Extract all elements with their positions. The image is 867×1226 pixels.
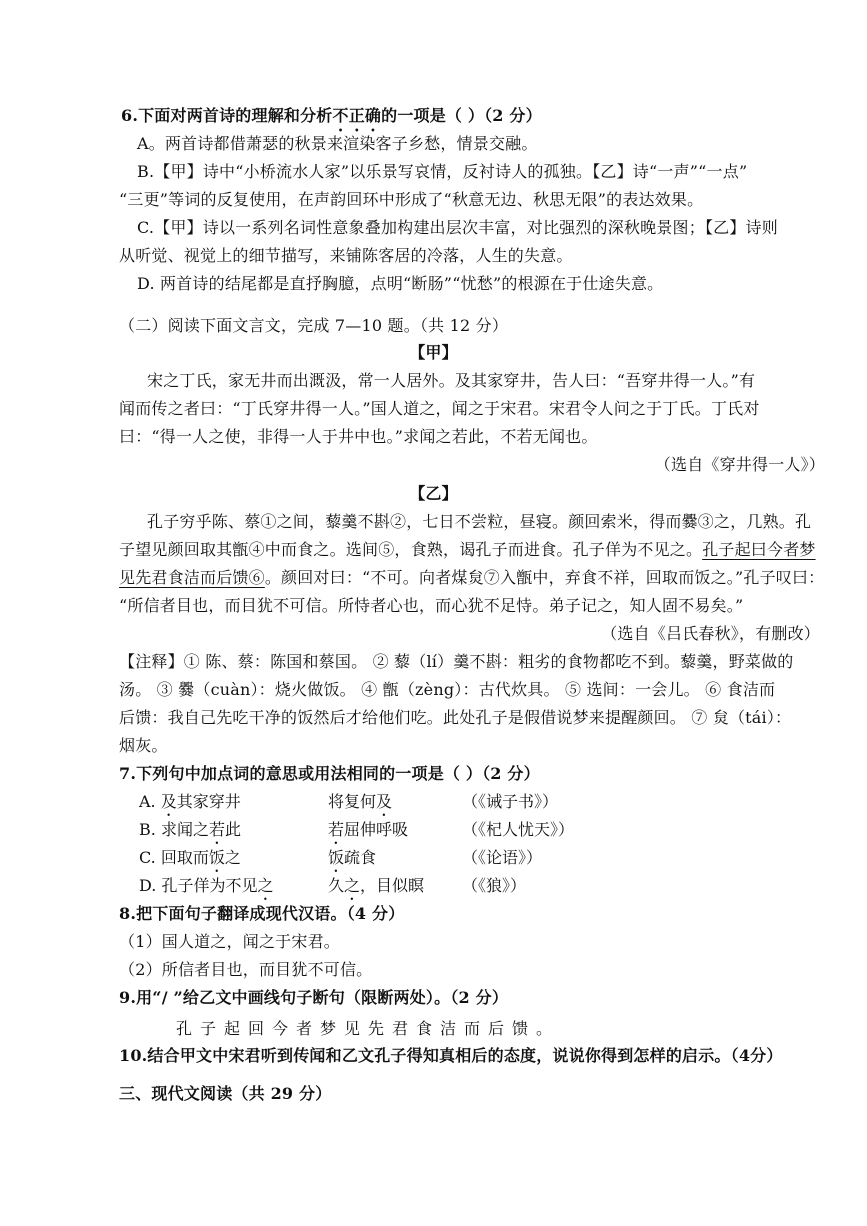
q6-option-a: A。两首诗都借萧瑟的秋景来渲染客子乡愁，情景交融。 [137,134,538,153]
yi-title: 【乙】 [409,484,458,503]
q7-stem: 7.下列句中加点词的意思或用法相同的一项是（ ）（2 分） [119,764,540,783]
q7-a-phrase1 [139,792,241,820]
notes-line1: 【注释】① 陈、蔡：陈国和蔡国。 ② 藜（lí）羹不斟：粗劣的食物都吃不到。藜羹，野菜做的 [119,652,794,671]
notes-line4: 烟灰。 [119,736,168,755]
yi-line2-text: 子望见颜回取其甑④中而食之。选间⑤，食熟，谒孔子而进食。孔子佯为不见之。 [119,540,703,559]
jia-title: 【甲】 [409,343,458,362]
yi-underlined-part2: 见先君食洁而后馈⑥ [119,568,265,587]
notes-line3: 后馈：我自己先吃干净的饭然后才给他们吃。此处孔子是假借说梦来提醒颜回。 ⑦ 炱（tái）： [119,708,792,727]
q6-option-c-line2: 从听觉、视觉上的细节描写，来铺陈客居的冷落，人生的失意。 [119,246,573,265]
q7-a-p2dot: 及 [376,792,393,811]
q7-c-label: C. [139,848,161,867]
q10-stem: 10.结合甲文中宋君听到传闻和乙文孔子得知真相后的态度，说说你得到怎样的启示。（4分） [119,1046,783,1065]
q7-a-p2pre: 将复何 [328,792,377,811]
yi-line1: 孔子穷乎陈、蔡①之间，藜羹不斟②，七日不尝粒，昼寝。颜回索米，得而爨③之，几熟。孔 [147,512,812,531]
q7-b-p2dot: 若 [328,820,345,839]
section3-heading: 三、现代文阅读（共 29 分） [119,1084,332,1103]
q7-c-p2dot: 饭 [328,848,345,867]
q6-stem-emphasis: 不正确 [332,106,382,125]
q7-a-phrase2 [328,792,392,820]
q7-c-phrase1 [139,848,241,876]
q7-c-pre: 回取而 [160,848,209,867]
yi-line3 [119,568,824,588]
q7-c-dot: 饭 [208,848,225,867]
yi-line2 [119,540,816,560]
q9-stem: 9.用“/ ”给乙文中画线句子断句（限断两处）。（2 分） [119,988,509,1007]
notes-line2: 汤。 ③ 爨（cuàn）：烧火做饭。 ④ 甑（zèng）：古代炊具。 ⑤ 选间：一会儿。 ⑥ 食洁而 [119,680,776,699]
q6-stem [121,106,542,135]
jia-line2: 闻而传之者曰：“丁氏穿井得一人。”国人道之，闻之于宋君。宋君令人问之于丁氏。丁氏对 [119,399,760,418]
q7-d-dot: 之 [257,876,274,895]
q7-a-dot: 及 [160,792,177,811]
q7-d-pre: 孔子佯为不见 [161,876,258,895]
q8-sentence-1: （1）国人道之，闻之于宋君。 [119,932,340,951]
q7-a-source: （《诫子书》） [462,792,559,811]
q7-b-pre: 求闻之 [160,820,209,839]
q6-stem-pre: 6.下面对两首诗的理解和分析 [121,106,333,125]
q8-sentence-2: （2）所信者目也，而目犹不可信。 [119,960,373,979]
q6-option-c-line1: C.【甲】诗以一系列名词性意象叠加构建出层次丰富，对比强烈的深秋晚景图；【乙】诗则 [137,218,778,237]
jia-source: （选自《穿井得一人》） [654,455,825,474]
q6-option-b-line2: “三更”等词的反复使用，在声韵回环中形成了“秋意无边、秋思无限”的表达效果。 [119,190,704,209]
q7-b-phrase2 [328,820,408,848]
q7-d-label: D. [139,876,162,895]
q7-a-post: 其家穿井 [176,792,241,811]
jia-line3: 曰：“得一人之使，非得一人于井中也。”求闻之若此，不若无闻也。 [119,427,598,446]
q8-stem: 8.把下面句子翻译成现代汉语。（4 分） [119,904,405,923]
q7-b-dot: 若 [208,820,225,839]
q7-d-p2post: ，目似瞑 [360,876,425,895]
q6-stem-post: 的一项是（ ）（2 分） [381,106,542,125]
q7-b-phrase1 [139,820,241,848]
yi-line4: “所信者目也，而目犹不可信。所恃者心也，而心犹不足恃。弟子记之，知人固不易矣。” [119,596,744,615]
q7-d-phrase2 [328,876,424,904]
q7-d-p2pre: 久 [328,876,345,895]
q7-d-source: （《狼》） [462,876,527,895]
q7-c-post: 之 [224,848,241,867]
q7-c-p2post: 疏食 [344,848,377,867]
yi-source: （选自《吕氏春秋》，有删改） [601,624,820,643]
q6-option-b-line1: B.【甲】诗中“小桥流水人家”以乐景写哀情，反衬诗人的孤独。【乙】诗“一声”“一点” [137,162,748,181]
yi-underlined-part1: 孔子起曰今者梦 [702,540,816,559]
q7-c-phrase2 [328,848,376,876]
q6-option-d: D. 两首诗的结尾都是直抒胸臆，点明“断肠”“忧愁”的根源在于仕途失意。 [137,274,664,293]
q7-d-phrase1 [139,876,273,904]
q7-a-label: A. [139,792,161,811]
q7-b-source: （《杞人忧天》） [462,820,575,839]
q7-c-source: （《论语》） [462,848,543,867]
q7-d-p2dot: 之 [344,876,361,895]
q7-b-label: B. [139,820,161,839]
q7-b-p2post: 屈伸呼吸 [344,820,409,839]
q7-b-post: 此 [224,820,241,839]
yi-line3-text: 。颜回对曰：“不可。向者煤炱⑦入甑中，弃食不祥，回取而饭之。”孔子叹曰： [264,568,825,587]
q9-sentence: 孔子起回今者梦见先君食洁而后馈。 [176,1019,561,1038]
section2-heading: （二）阅读下面文言文，完成 7—10 题。（共 12 分） [119,316,509,335]
jia-line1: 宋之丁氏，家无井而出溉汲，常一人居外。及其家穿井，告人曰：“吾穿井得一人。”有 [147,371,756,390]
